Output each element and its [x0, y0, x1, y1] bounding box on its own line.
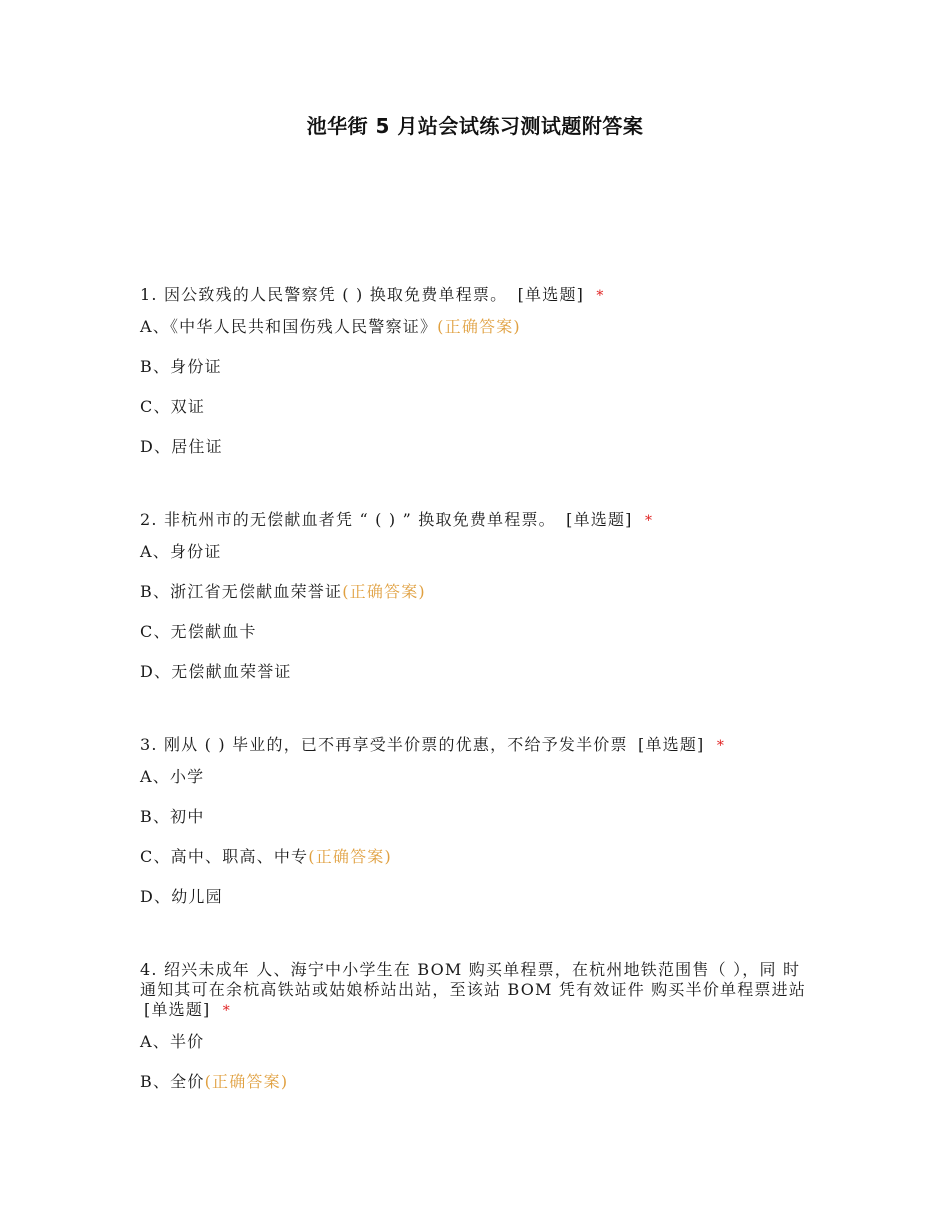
option-letter: D、: [140, 662, 172, 681]
required-star-icon: *: [596, 288, 605, 304]
question-1: [140, 285, 810, 477]
correct-answer-tag: (正确答案): [308, 847, 392, 866]
question-text: 因公致残的人民警察凭 ( ) 换取免费单程票。: [163, 285, 508, 304]
required-star-icon: *: [222, 1003, 231, 1019]
option-letter: C、: [140, 847, 171, 866]
question-stem: [140, 285, 810, 306]
option-text: 身份证: [169, 542, 222, 561]
option-d: [140, 887, 810, 907]
option-letter: C、: [140, 622, 171, 641]
option-a: [140, 767, 810, 787]
option-text: 全价: [170, 1072, 205, 1091]
question-type-label: [单选题]: [566, 510, 633, 529]
question-number: 3.: [140, 735, 158, 754]
question-3: [140, 735, 810, 927]
question-text: 刚从 ( ) 毕业的，已不再享受半价票的优惠，不给予发半价票: [163, 735, 628, 754]
correct-answer-tag: (正确答案): [437, 317, 521, 336]
option-text: 《中华人民共和国伤残人民警察证》: [169, 317, 438, 336]
option-letter: D、: [140, 437, 172, 456]
question-type-label: [单选题]: [638, 735, 705, 754]
question-text: 非杭州市的无偿献血者凭 “ ( ) ” 换取免费单程票。: [163, 510, 556, 529]
option-c: [140, 847, 810, 867]
option-text: 身份证: [170, 357, 222, 376]
required-star-icon: *: [716, 738, 726, 754]
option-a: [140, 1032, 810, 1052]
option-a: [140, 317, 810, 337]
option-a: [140, 542, 810, 562]
option-d: [140, 662, 810, 682]
option-letter: B、: [140, 807, 171, 826]
option-letter: C、: [140, 397, 171, 416]
question-2: [140, 510, 810, 702]
option-letter: A、: [140, 767, 170, 786]
question-number: 4.: [140, 960, 158, 979]
question-text: 绍兴未成年 人、海宁中小学生在 BOM 购买单程票，在杭州地铁范围售（ ），同 时通知其可在余杭高铁站或姑娘桥站出站，至该站 BOM 凭有效证件 购买半价单程票进站: [140, 960, 807, 999]
option-letter: B、: [140, 357, 171, 376]
option-letter: B、: [140, 582, 171, 601]
option-letter: A、: [140, 542, 170, 561]
option-text: 半价: [169, 1032, 205, 1051]
option-text: 居住证: [171, 437, 223, 456]
question-number: 1.: [140, 285, 158, 304]
option-text: 初中: [170, 807, 205, 826]
question-stem: [140, 510, 810, 531]
option-c: [140, 622, 810, 642]
question-4: [140, 960, 810, 1112]
option-text: 高中、职高、中专: [170, 847, 309, 866]
option-text: 双证: [170, 397, 206, 416]
option-text: 小学: [169, 767, 205, 786]
option-d: [140, 437, 810, 457]
required-star-icon: *: [644, 513, 654, 529]
option-b: [140, 1072, 810, 1092]
question-stem: [140, 960, 810, 1021]
option-b: [140, 357, 810, 377]
option-letter: A、: [140, 1032, 170, 1051]
option-b: [140, 582, 810, 602]
page-title: 池华街 5 月站会试练习测试题附答案: [306, 114, 644, 138]
correct-answer-tag: (正确答案): [342, 582, 426, 601]
question-type-label: [单选题]: [144, 1000, 211, 1019]
question-number: 2.: [140, 510, 158, 529]
option-text: 无偿献血荣誉证: [171, 662, 292, 681]
option-text: 幼儿园: [171, 887, 223, 906]
option-text: 无偿献血卡: [170, 622, 257, 641]
correct-answer-tag: (正确答案): [204, 1072, 289, 1091]
option-letter: B、: [140, 1072, 171, 1091]
question-type-label: [单选题]: [517, 285, 585, 304]
option-b: [140, 807, 810, 827]
option-letter: D、: [140, 887, 172, 906]
question-stem: [140, 735, 810, 756]
option-text: 浙江省无偿献血荣誉证: [170, 582, 343, 601]
option-letter: A、: [140, 317, 170, 336]
option-c: [140, 397, 810, 417]
